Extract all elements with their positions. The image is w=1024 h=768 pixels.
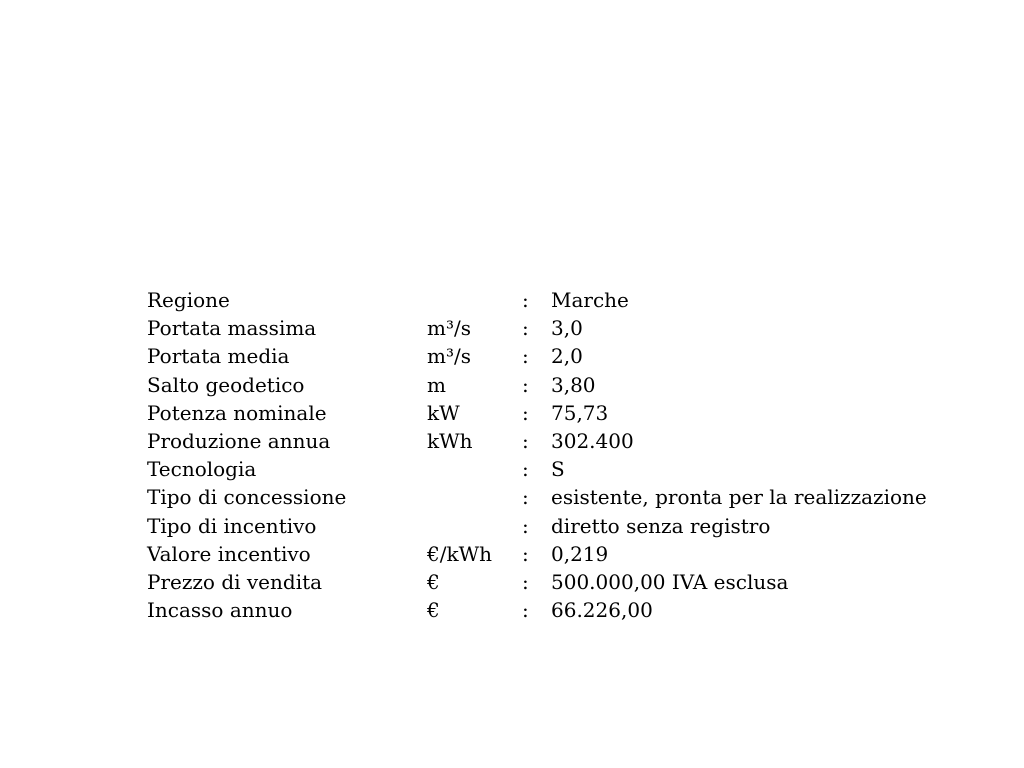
table-row [147,568,927,596]
table-row [147,399,927,427]
row-value: 500.000,00 IVA esclusa [551,570,789,595]
row-value: 2,0 [551,344,583,369]
row-label: Tipo di concessione [147,485,347,510]
row-unit: m³/s [427,344,471,369]
table-row [147,596,927,624]
row-value: diretto senza registro [551,513,771,538]
row-separator: : [522,598,529,623]
row-separator: : [522,541,529,566]
table-row [147,483,927,511]
row-label: Prezzo di vendita [147,570,323,595]
row-value: 66.226,00 [551,598,653,623]
table-row [147,286,927,314]
row-label: Portata massima [147,316,317,341]
row-value: esistente, pronta per la realizzazione [551,485,927,510]
row-separator: : [522,400,529,425]
row-separator: : [522,429,529,454]
row-unit [427,286,522,314]
row-label: Produzione annua [147,429,331,454]
row-separator: : [522,457,529,482]
row-value: 3,80 [551,372,596,397]
row-label: Tecnologia [147,457,257,482]
row-value: S [551,457,565,482]
table-row [147,314,927,342]
row-unit [427,455,522,483]
table-row [147,371,927,399]
row-separator: : [522,344,529,369]
row-label: Portata media [147,344,290,369]
spec-table [147,286,927,624]
row-unit: m³/s [427,316,471,341]
row-separator: : [522,316,529,341]
row-unit [427,512,522,540]
row-separator: : [522,513,529,538]
row-unit: m [427,372,446,397]
row-separator: : [522,372,529,397]
row-label: Regione [147,288,230,312]
table-row [147,427,927,455]
table-row [147,540,927,568]
row-separator: : [522,288,529,312]
row-unit: € [427,598,440,623]
table-row [147,455,927,483]
row-unit: €/kWh [427,541,493,566]
row-value: 302.400 [551,429,634,454]
row-unit: kW [427,400,460,425]
row-value: 0,219 [551,541,609,566]
row-separator: : [522,485,529,510]
table-row [147,512,927,540]
row-value: 3,0 [551,316,583,341]
row-value: Marche [551,288,629,312]
table-row [147,342,927,370]
row-label: Valore incentivo [147,541,311,566]
row-label: Tipo di incentivo [147,513,317,538]
row-label: Salto geodetico [147,372,305,397]
row-unit [427,483,522,511]
row-value: 75,73 [551,400,609,425]
row-label: Incasso annuo [147,598,293,623]
row-unit: € [427,570,440,595]
row-unit: kWh [427,429,473,454]
row-label: Potenza nominale [147,400,327,425]
row-separator: : [522,570,529,595]
